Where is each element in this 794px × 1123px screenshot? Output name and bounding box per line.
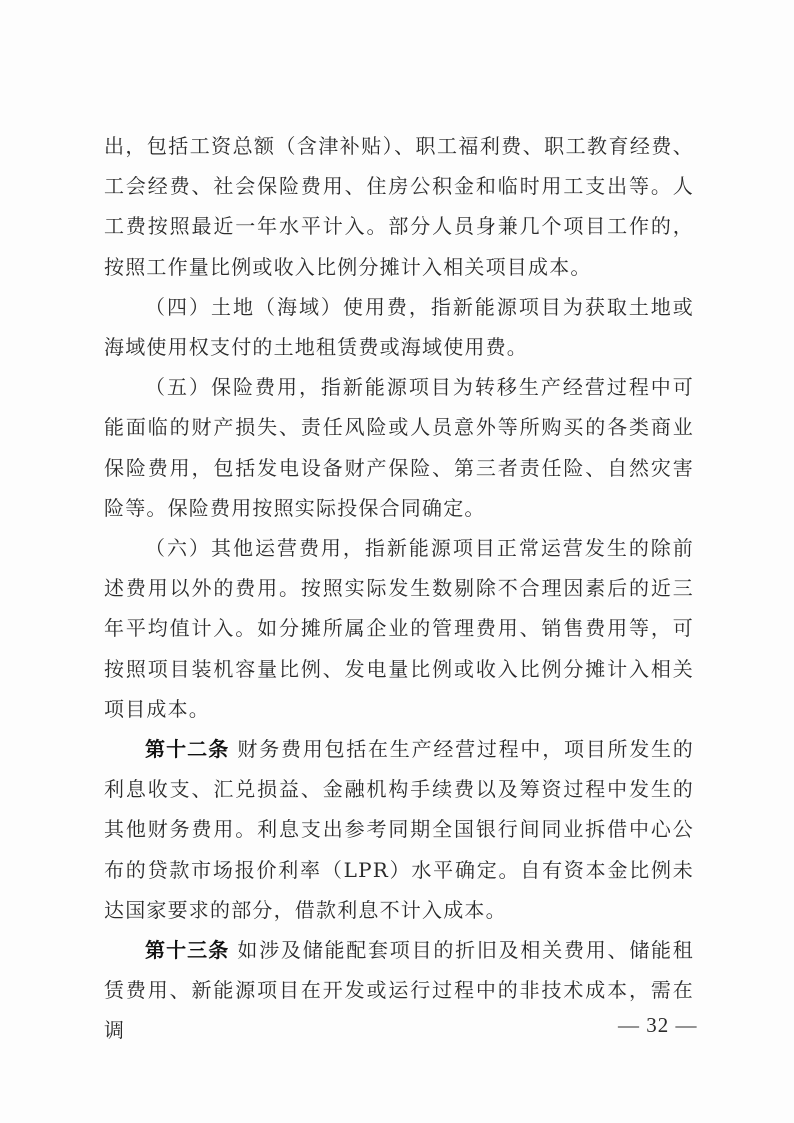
paragraph-text: （五）保险费用，指新能源项目为转移生产经营过程中可能面临的财产损失、责任风险或人员意外等所购买的各类商业保险费用，包括发电设备财产保险、第三者责任险、自然灾害险等。保险费用按照实际投保合同确定。	[104, 375, 694, 520]
paragraph-other-operating-cost	[104, 528, 694, 729]
document-body	[104, 126, 694, 1051]
paragraph-labor-cost-continued	[104, 126, 694, 287]
paragraph-insurance-cost	[104, 367, 694, 528]
paragraph-text: 财务费用包括在生产经营过程中，项目所发生的利息收支、汇兑损益、金融机构手续费以及筹资过程中发生的其他财务费用。利息支出参考同期全国银行间同业拆借中心公布的贷款市场报价利率（LPR）水平确定。自有资本金比例未达国家要求的部分，借款利息不计入成本。	[104, 737, 695, 922]
article-12	[104, 729, 694, 930]
article-heading: 第十三条	[145, 938, 230, 963]
article-heading: 第十二条	[145, 737, 230, 762]
paragraph-text: 如涉及储能配套项目的折旧及相关费用、储能租赁费用、新能源项目在开发或运行过程中的非技术成本，需在调	[104, 938, 695, 1043]
paragraph-text: （六）其他运营费用，指新能源项目正常运营发生的除前述费用以外的费用。按照实际发生数剔除不合理因素后的近三年平均值计入。如分摊所属企业的管理费用、销售费用等，可按照项目装机容量比例、发电量比例或收入比例分摊计入相关项目成本。	[104, 536, 694, 721]
paragraph-text: （四）土地（海域）使用费，指新能源项目为获取土地或海域使用权支付的土地租赁费或海域使用费。	[104, 294, 694, 360]
article-13	[104, 930, 694, 1051]
paragraph-land-sea-use-fee	[104, 287, 694, 367]
page-number: — 32 —	[618, 1013, 698, 1037]
paragraph-text: 出，包括工资总额（含津补贴）、职工福利费、职工教育经费、工会经费、社会保险费用、住房公积金和临时用工支出等。人工费按照最近一年水平计入。部分人员身兼几个项目工作的，按照工作量比例或收入比例分摊计入相关项目成本。	[104, 134, 694, 279]
